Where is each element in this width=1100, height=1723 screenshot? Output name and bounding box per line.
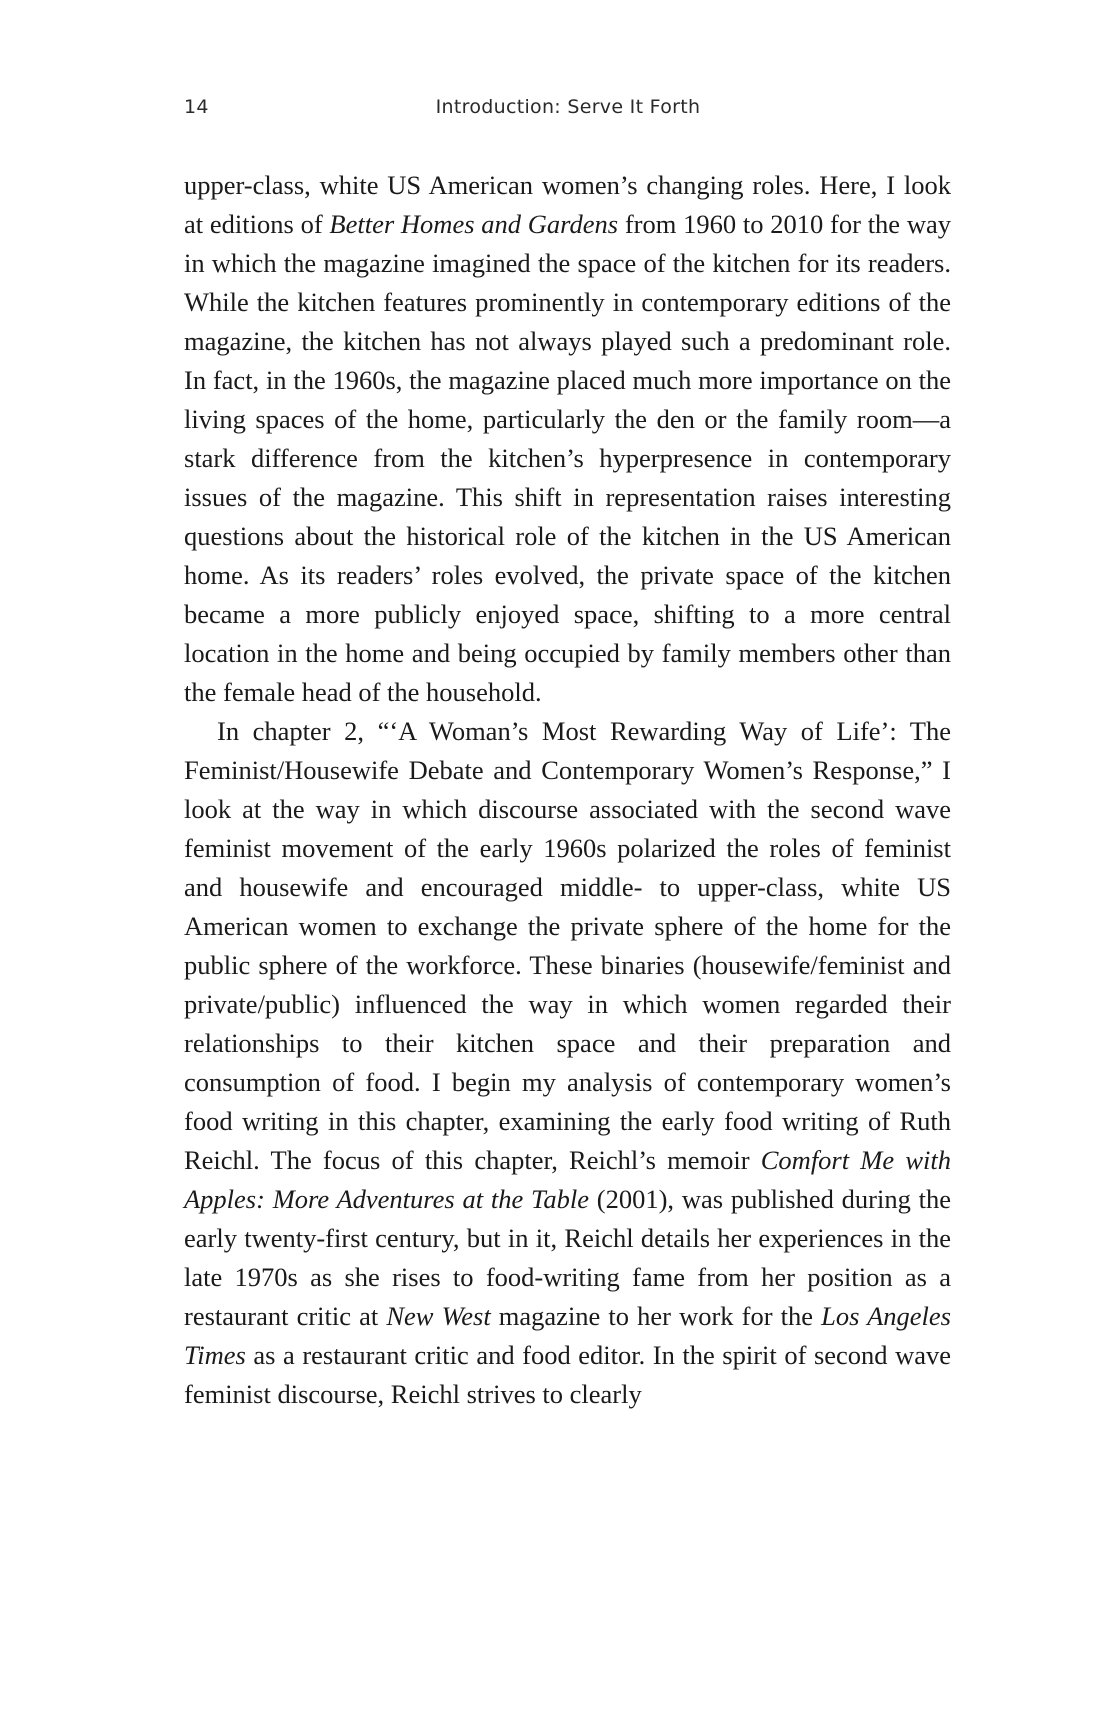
text-segment: as a restaurant critic and food editor. In the spirit of second wave feminist discourse, Reichl strives to clearly: [184, 1340, 951, 1409]
paragraph: [184, 712, 951, 1414]
body-text: [184, 166, 951, 1414]
text-segment: from 1960 to 2010 for the way in which the magazine imagined the space of the kitchen for its readers. While the kitchen features prominently in contemporary editions of the magazine, the kitchen has not always played such a predominant role. In fact, in the 1960s, the magazine placed much more importance on the living spaces of the home, particularly the den or the family room—a stark difference from the kitchen’s hyperpresence in contemporary issues of the magazine. This shift in representation raises interesting questions about the historical role of the kitchen in the US American home. As its readers’ roles evolved, the private space of the kitchen became a more publicly enjoyed space, shifting to a more central location in the home and being occupied by family members other than the female head of the household.: [184, 209, 951, 707]
text-segment: magazine to her work for the: [490, 1301, 822, 1331]
text-segment: In chapter 2, “‘A Woman’s Most Rewarding Way of Life’: The Feminist/Housewife Debate and Contemporary Women’s Response,” I look at the way in which discourse associated with the second wave feminist movement of the early 1960s polarized the roles of feminist and housewife and encouraged middle- to upper-class, white US American women to exchange the private sphere of the home for the public sphere of the workforce. These binaries (housewife/feminist and private/public) influenced the way in which women regarded their relationships to their kitchen space and their preparation and consumption of food. I begin my analysis of contemporary women’s food writing in this chapter, examining the early food writing of Ruth Reichl. The focus of this chapter, Reichl’s memoir: [184, 716, 951, 1175]
italic-title: Los Angeles Times: [184, 1301, 951, 1370]
paragraph: [184, 166, 951, 712]
italic-title: Comfort Me with Apples: More Adventures at the Table: [184, 1145, 952, 1214]
page-number: 14: [184, 96, 209, 118]
italic-title: Better Homes and Gardens: [329, 209, 619, 239]
text-segment: upper-class, white US American women’s changing roles. Here, I look at editions of: [184, 170, 951, 239]
text-segment: (2001), was published during the early twenty-first century, but in it, Reichl details her experiences in the late 1970s as she rises to food-writing fame from her position as a restaurant critic at: [184, 1184, 951, 1331]
italic-title: New West: [386, 1301, 491, 1331]
running-head: [184, 96, 952, 124]
running-head-title: Introduction: Serve It Forth: [435, 96, 701, 118]
